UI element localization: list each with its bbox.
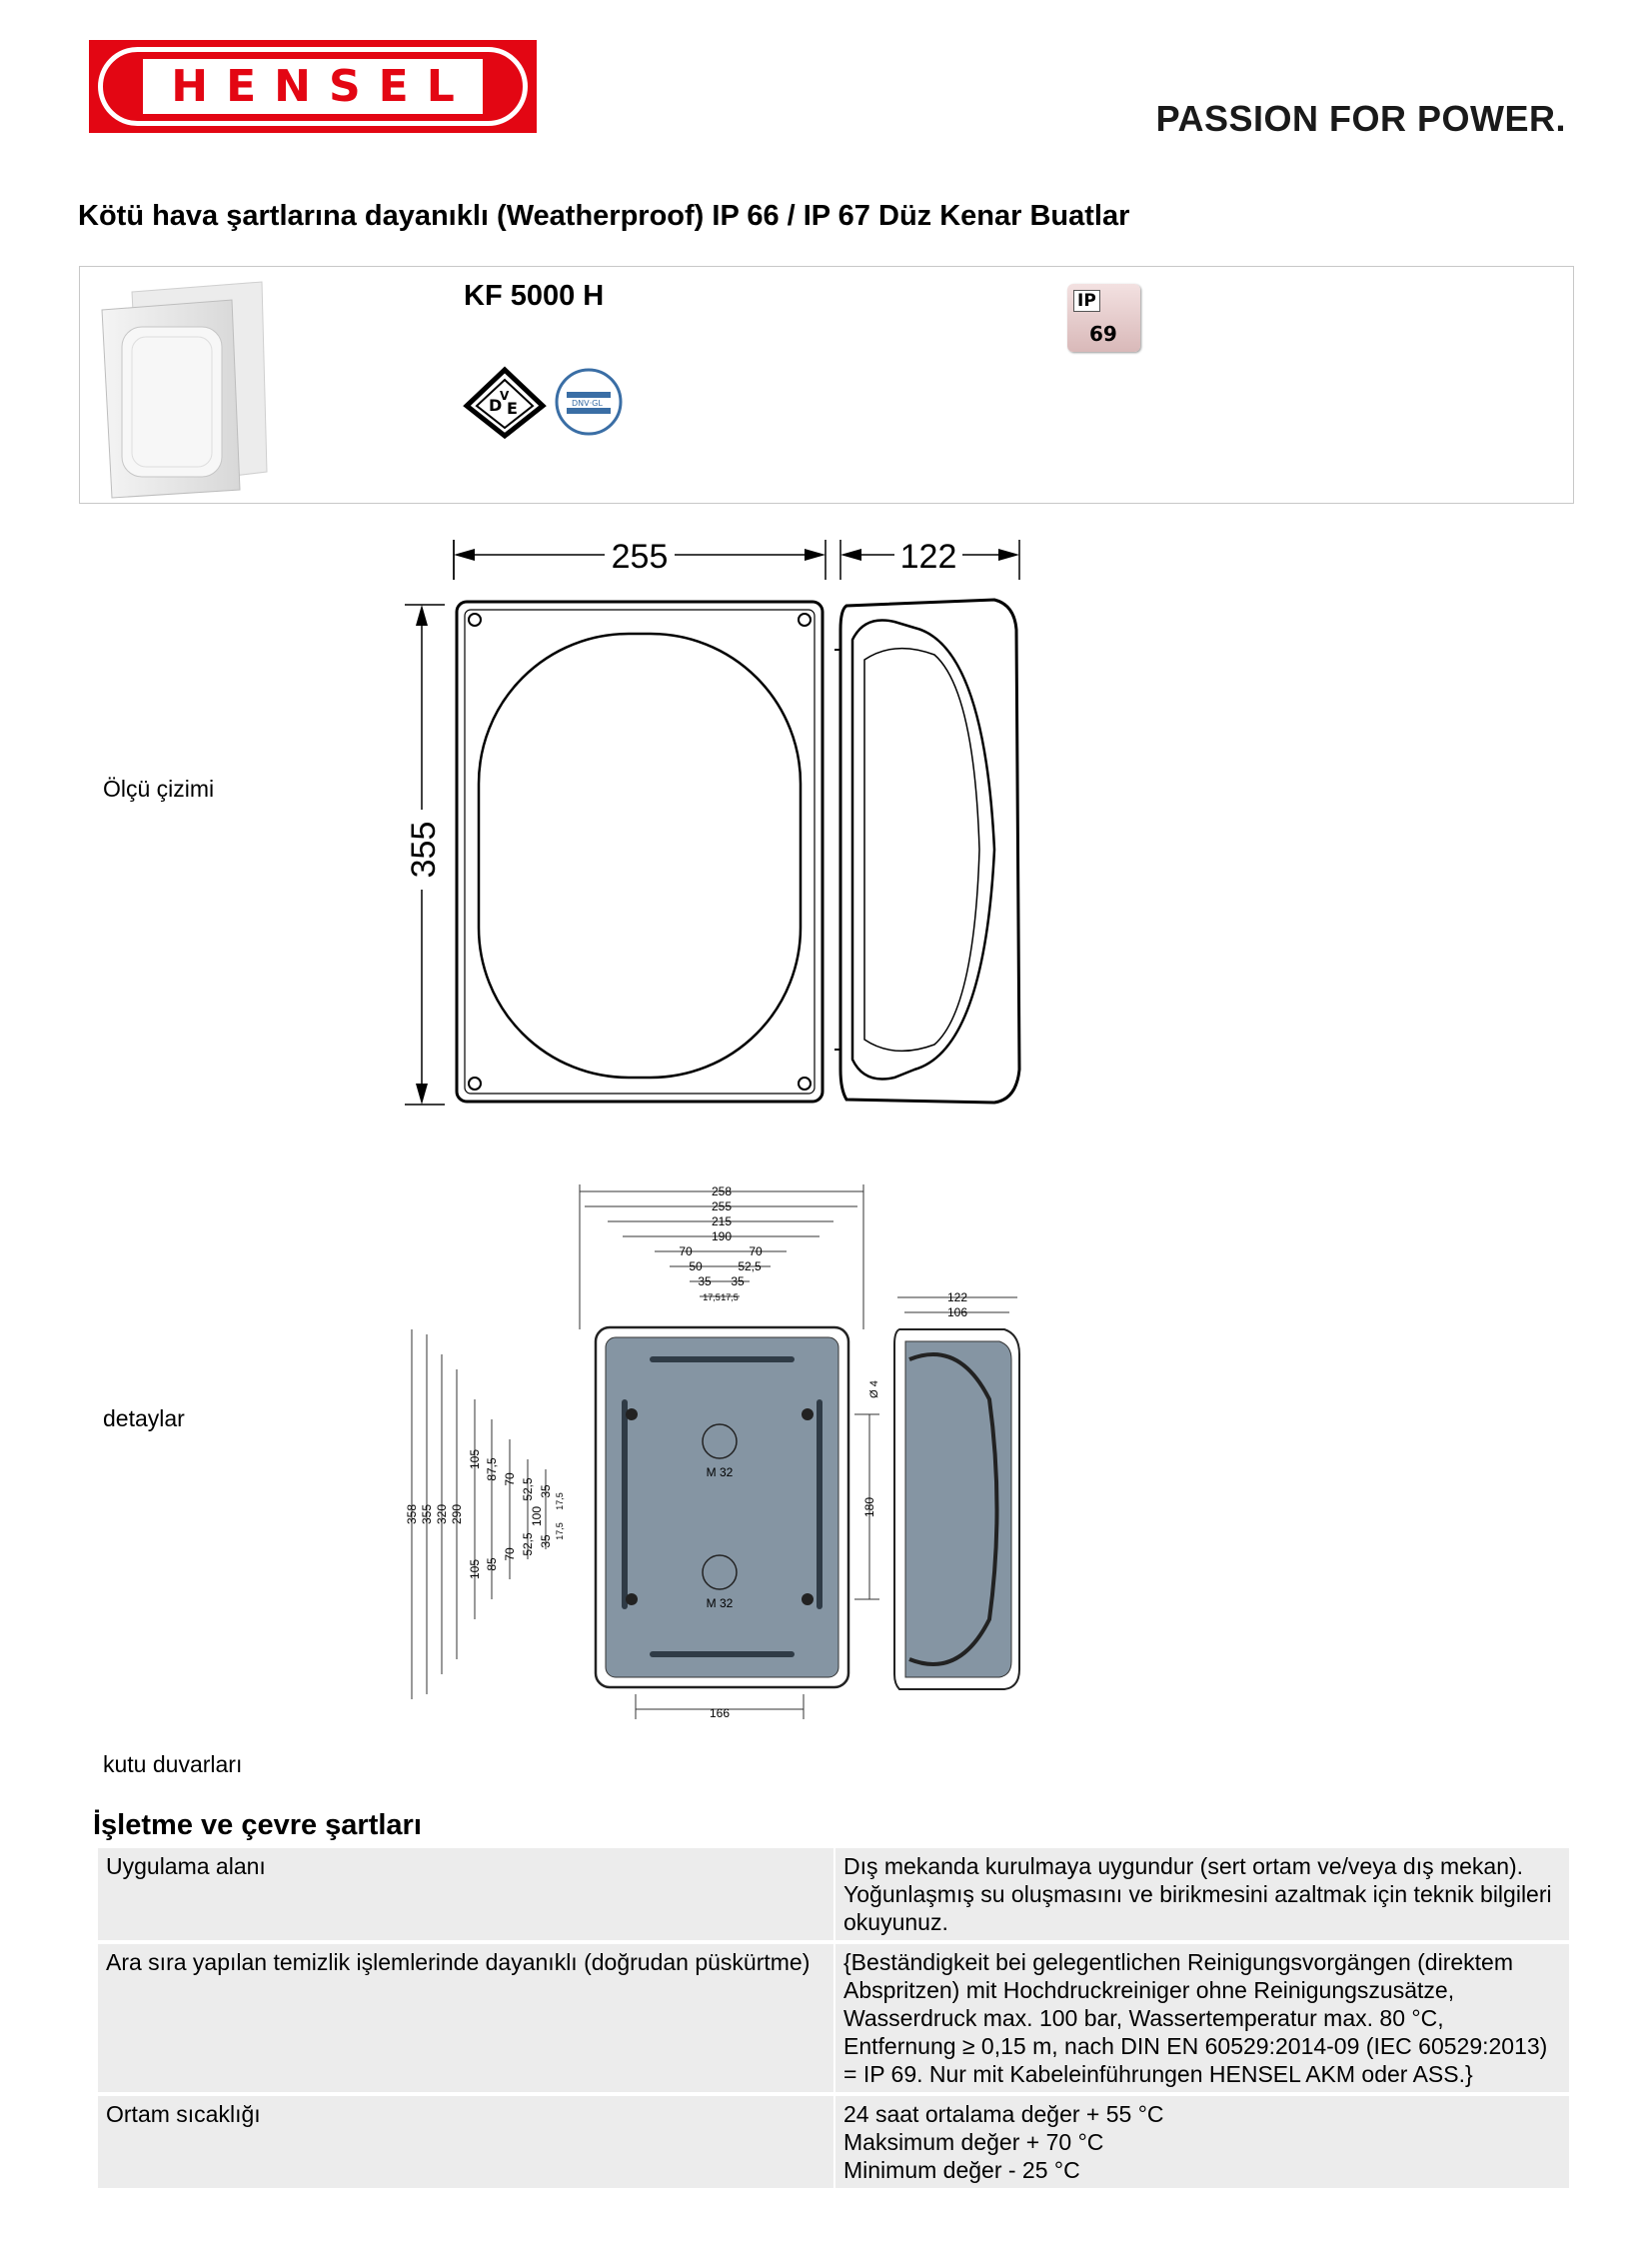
- dim-70-left-a: 70: [503, 1472, 517, 1486]
- dim-17-5-b: 17,5: [721, 1292, 739, 1302]
- dim-85: 85: [485, 1557, 499, 1571]
- gland-bottom-label: M 32: [706, 1596, 734, 1610]
- dim-290: 290: [450, 1503, 464, 1525]
- row-label: Uygulama alanı: [98, 1848, 833, 1940]
- hensel-logo: [89, 40, 537, 133]
- ip-label: IP: [1073, 290, 1100, 312]
- dim-52-5-left-b: 52,5: [521, 1532, 535, 1556]
- dim-70-left-b: 70: [503, 1547, 517, 1561]
- dimension-drawing-label: Ölçü çizimi: [103, 776, 215, 802]
- product-image: [92, 272, 272, 500]
- product-name: KF 5000 H: [464, 280, 605, 312]
- dim-17-5-a: 17,5: [703, 1292, 721, 1302]
- dim-dia-4: Ø 4: [868, 1380, 880, 1398]
- dimension-drawing: [395, 530, 1034, 1120]
- specs-table: [96, 1844, 1571, 2192]
- product-card: [79, 266, 1574, 504]
- table-row: [98, 2096, 1569, 2188]
- gland-top-label: M 32: [706, 1465, 734, 1479]
- ip-rating: 69: [1089, 322, 1117, 346]
- dim-105-a: 105: [468, 1448, 482, 1470]
- row-label: Ortam sıcaklığı: [98, 2096, 833, 2188]
- table-row: [98, 1848, 1569, 1940]
- section-title: İşletme ve çevre şartları: [93, 1809, 422, 1841]
- ip69-badge: [1067, 284, 1140, 352]
- box-walls-label: kutu duvarları: [103, 1751, 243, 1777]
- dim-100: 100: [530, 1505, 544, 1527]
- dim-70-a: 70: [679, 1244, 693, 1258]
- dim-320: 320: [435, 1503, 449, 1525]
- dim-215: 215: [711, 1214, 733, 1228]
- row-value: {Beständigkeit bei gelegentlichen Reinigungsvorgängen (direktem Abspritzen) mit Hochdruckreiniger ohne Reinigungszusätze, Wasserdruck max. 100 bar, Wassertemperatur max. 80 °C, Entfernung ≥ 0,15 m, nach DIN EN 60529:2014-09 (IEC 60529:2013) = IP 69. Nur mit Kabeleinführungen HENSEL AKM oder ASS.}: [835, 1944, 1569, 2092]
- dnv-gl-mark-icon: [553, 366, 625, 438]
- dim-190: 190: [711, 1229, 733, 1243]
- row-value: Dış mekanda kurulmaya uygundur (sert ortam ve/veya dış mekan). Yoğunlaşmış su oluşmasını ve birikmesini azaltmak için teknik bilgileri okuyunuz.: [835, 1848, 1569, 1940]
- row-label: Ara sıra yapılan temizlik işlemlerinde dayanıklı (doğrudan püskürtme): [98, 1944, 833, 2092]
- dim-358: 358: [405, 1503, 419, 1525]
- svg-text:D: D: [489, 396, 503, 415]
- svg-text:E: E: [507, 399, 518, 418]
- dim-depth-text: 122: [899, 538, 957, 576]
- dim-258: 258: [711, 1184, 733, 1198]
- details-label: detaylar: [103, 1405, 185, 1431]
- dim-17-5-left-a: 17,5: [555, 1492, 565, 1510]
- svg-text:V: V: [500, 389, 510, 403]
- page-title: Kötü hava şartlarına dayanıklı (Weatherproof) IP 66 / IP 67 Düz Kenar Buatlar: [78, 200, 1130, 232]
- dim-355-left: 355: [420, 1503, 434, 1525]
- dim-122: 122: [946, 1290, 968, 1304]
- dim-35-left-a: 35: [539, 1484, 553, 1498]
- dim-35-a: 35: [698, 1274, 712, 1288]
- dim-width-text: 255: [611, 538, 669, 576]
- dim-166: 166: [709, 1706, 731, 1719]
- detail-drawing: [400, 1179, 1039, 1719]
- dim-52-5: 52,5: [738, 1259, 762, 1273]
- dim-105-b: 105: [468, 1558, 482, 1580]
- svg-text:DNV·GL: DNV·GL: [572, 399, 603, 408]
- dim-52-5-left-a: 52,5: [521, 1477, 535, 1501]
- dim-87-5: 87,5: [485, 1457, 499, 1481]
- dim-255: 255: [711, 1199, 733, 1213]
- row-value: 24 saat ortalama değer + 55 °C Maksimum değer + 70 °C Minimum değer - 25 °C: [835, 2096, 1569, 2188]
- dim-35-left-b: 35: [539, 1534, 553, 1548]
- dim-35-b: 35: [731, 1274, 745, 1288]
- dim-106: 106: [946, 1305, 968, 1319]
- logo-text: HENSEL: [143, 59, 483, 114]
- vde-mark-icon: [463, 366, 547, 440]
- dim-180: 180: [862, 1496, 876, 1518]
- dim-height-text: 355: [405, 821, 443, 879]
- dim-50: 50: [689, 1259, 703, 1273]
- dim-70-b: 70: [749, 1244, 763, 1258]
- dim-17-5-left-b: 17,5: [555, 1522, 565, 1540]
- table-row: [98, 1944, 1569, 2092]
- slogan: PASSION FOR POWER.: [1155, 98, 1566, 139]
